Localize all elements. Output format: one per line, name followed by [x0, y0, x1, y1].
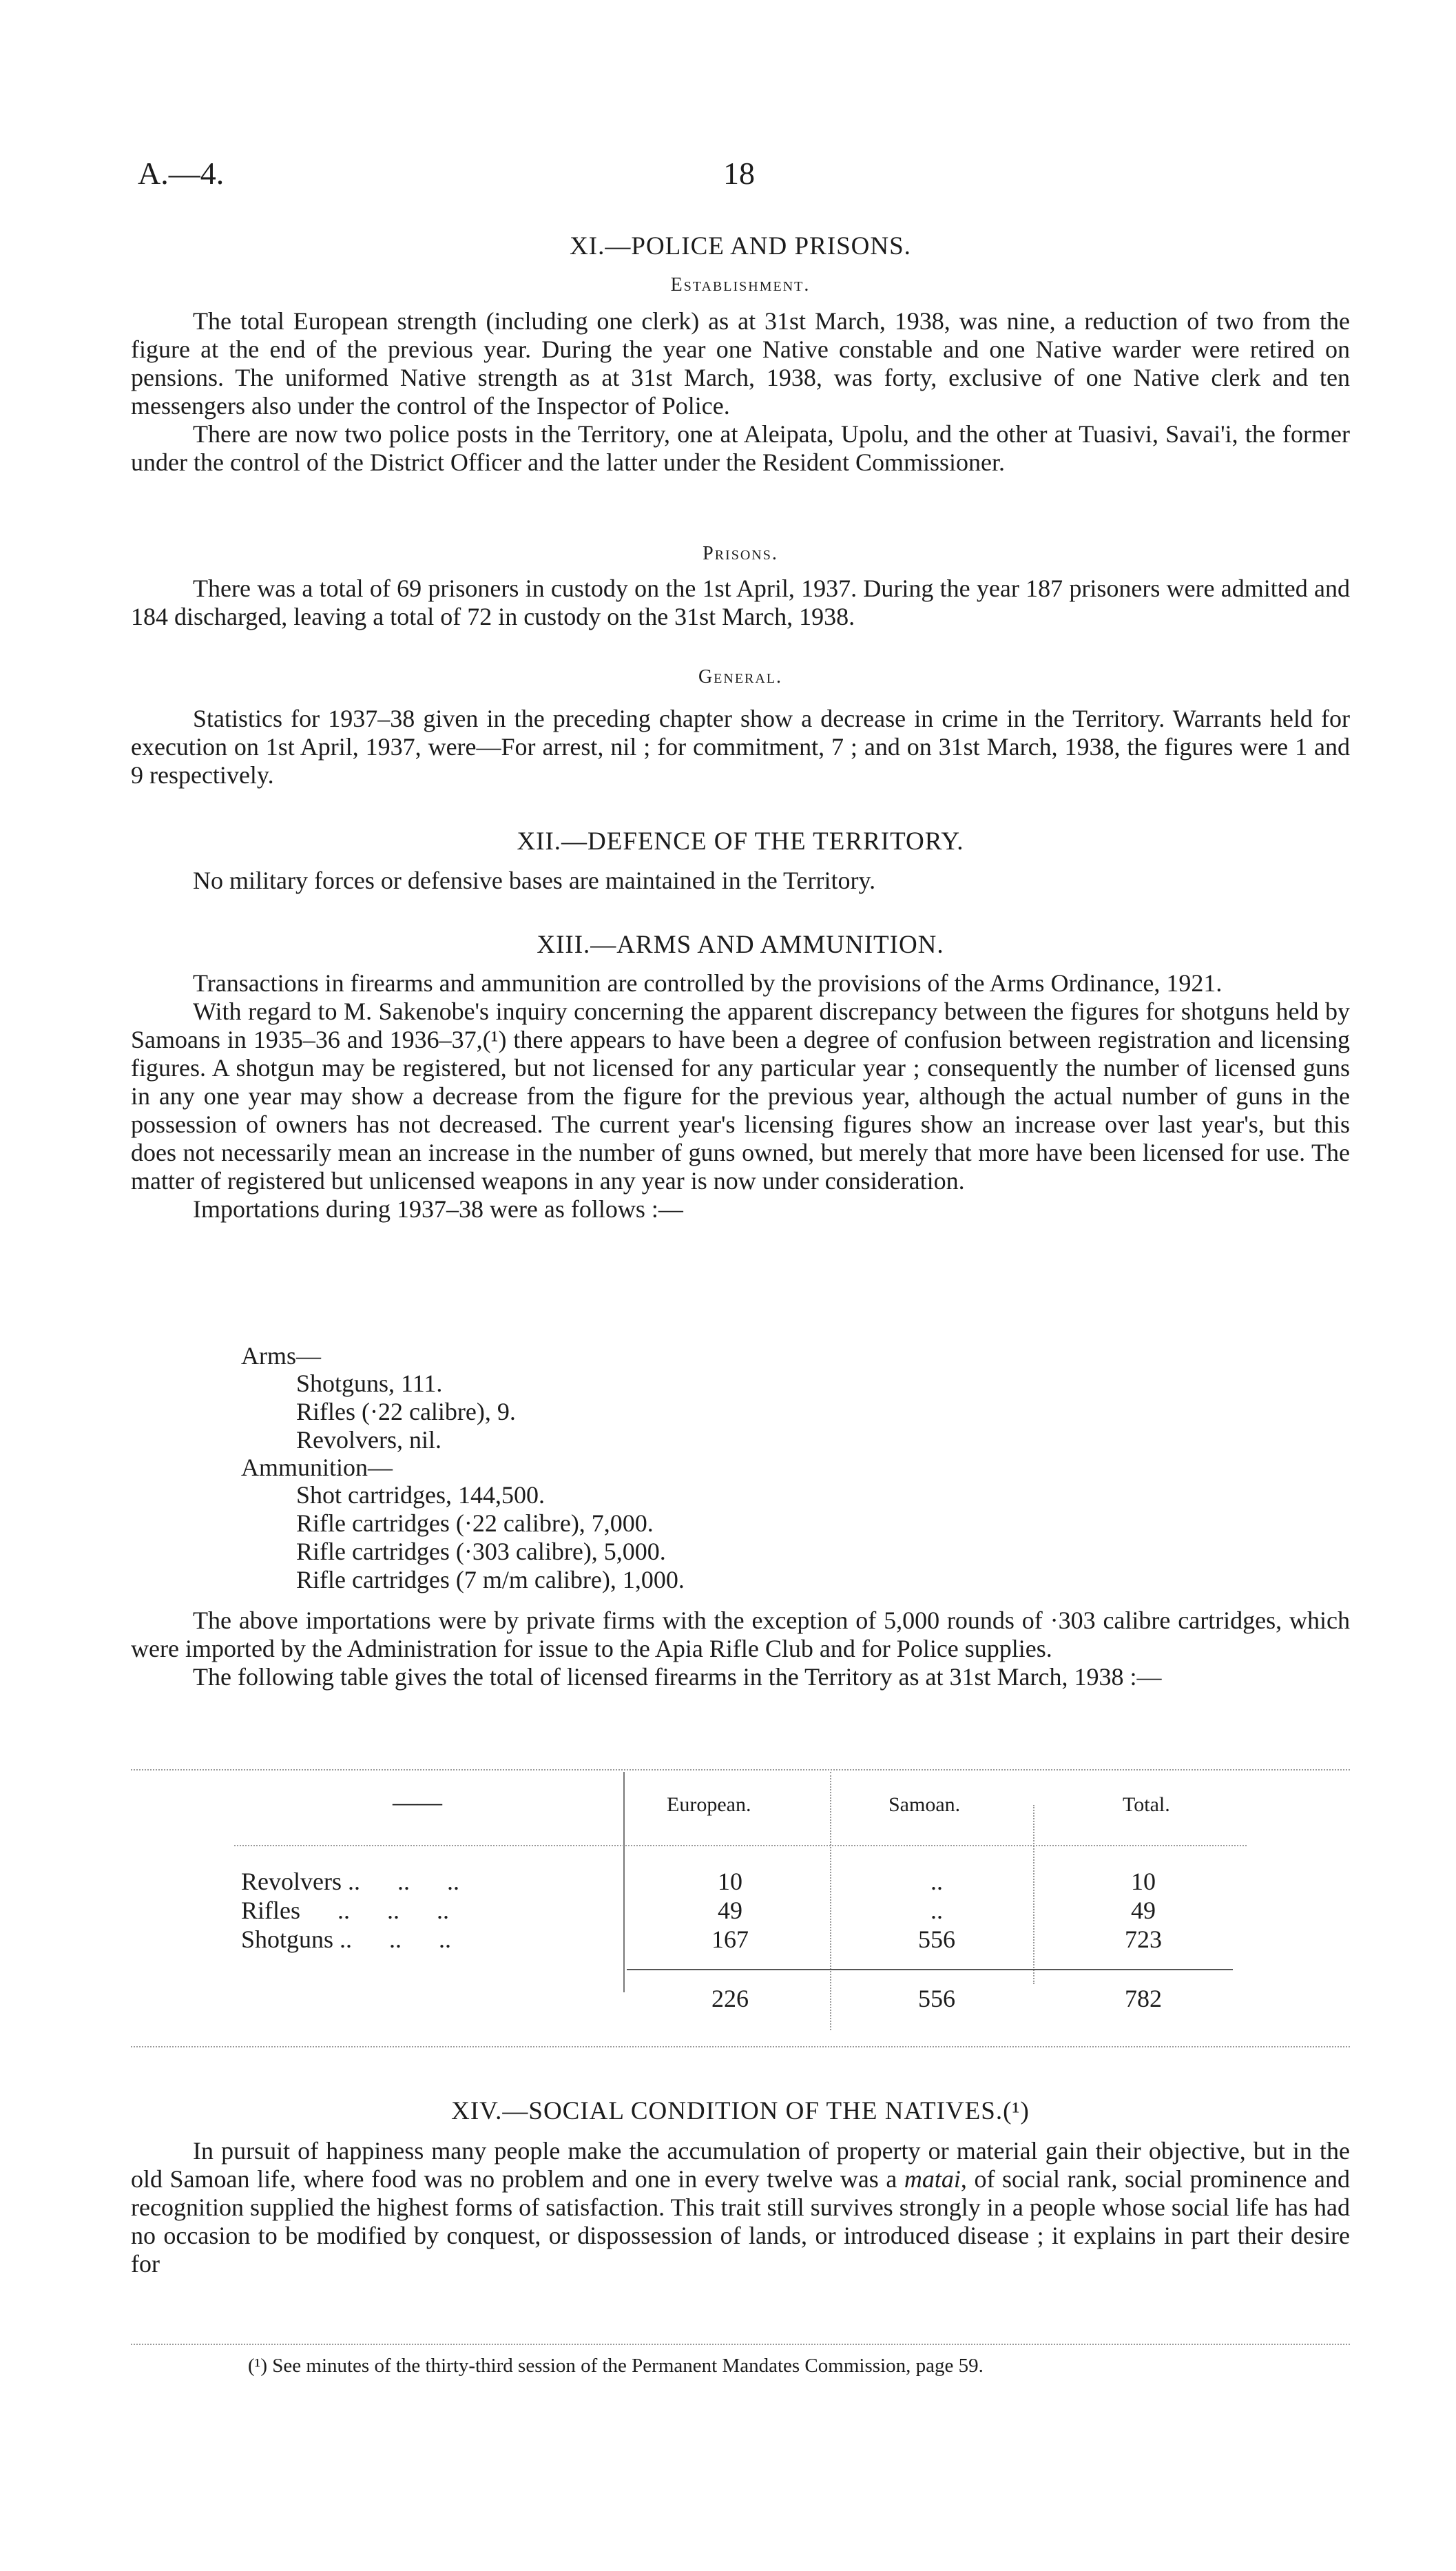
general-subheading: General.	[698, 666, 783, 688]
col-header-samoan: Samoan.	[888, 1793, 961, 1816]
table-corner: ——	[393, 1788, 442, 1816]
arms-label: Arms—	[241, 1342, 321, 1370]
prisons-paragraph: There was a total of 69 prisoners in custody on the 1st April, 1937. During the year 187 prisoners were admitted and 184 discharged, leaving a total of 72 in custody on the 31st March, 1938.	[131, 575, 1350, 630]
section-xi-body-1	[131, 307, 1350, 477]
footnote: (¹) See minutes of the thirty-third session of the Permanent Mandates Commission, page 59.	[248, 2355, 984, 2377]
cell-total: 723	[1125, 1925, 1162, 1953]
arms-list	[296, 1370, 516, 1454]
list-item: Revolvers, nil.	[296, 1426, 441, 1454]
table-bottom-rule	[131, 2046, 1350, 2047]
list-item: Rifle cartridges (·303 calibre), 5,000.	[296, 1538, 666, 1565]
row-label: Rifles .. .. ..	[241, 1897, 449, 1924]
cell-total: 10	[1131, 1868, 1156, 1895]
table-divider	[623, 1772, 625, 1992]
cell-european: 49	[718, 1897, 742, 1924]
section-xi-title: XI.—POLICE AND PRISONS.	[570, 232, 911, 260]
importations-note-paragraph: The above importations were by private firms with the exception of 5,000 rounds of ·303 calibre cartridges, which were imported by the Administration for issue to the Apia Rifle Club and for Police supplies.	[131, 1607, 1350, 1662]
page-identifier: A.—4.	[138, 156, 225, 191]
page-number: 18	[723, 156, 755, 191]
total-european: 226	[711, 1985, 749, 2012]
list-item: Rifle cartridges (7 m/m calibre), 1,000.	[296, 1566, 685, 1593]
ammunition-label: Ammunition—	[241, 1454, 393, 1481]
section-xi-body-2	[131, 575, 1350, 631]
section-xiv-body	[131, 2137, 1350, 2278]
section-xiii-body	[131, 969, 1350, 1223]
cell-samoan: 556	[918, 1925, 955, 1953]
social-condition-paragraph: In pursuit of happiness many people make the accumulation of property or material gain their objective, but in the old Samoan life, where food was no problem and one in every twelve was a matai, of social rank, social prominence and recognition supplied the highest forms of satisfaction. This trait still survives strongly in a people whose social life has had no occasion to be modified by conquest, or dispossession of lands, or introduced disease ; it explains in part their desire for	[131, 2137, 1350, 2278]
section-xiv-title: XIV.—SOCIAL CONDITION OF THE NATIVES.(¹)	[451, 2097, 1030, 2125]
cell-samoan: ..	[930, 1868, 943, 1895]
section-xii-body	[131, 867, 1350, 895]
col-header-total: Total.	[1123, 1793, 1170, 1816]
col-header-european: European.	[667, 1793, 751, 1816]
ammunition-list	[296, 1481, 685, 1594]
ordinance-paragraph: Transactions in firearms and ammunition are controlled by the provisions of the Arms Ordinance, 1921.	[193, 969, 1223, 997]
establishment-paragraph: The total European strength (including one clerk) as at 31st March, 1938, was nine, a reduction of two from the figure at the end of the previous year. During the year one Native constable and one Native warder were retired on pensions. The uniformed Native strength as at 31st March, 1938, was forty, exclusive of one Native clerk and ten messengers also under the control of the Inspector of Police.	[131, 307, 1350, 420]
list-item: Shotguns, 111.	[296, 1370, 443, 1397]
cell-european: 10	[718, 1868, 742, 1895]
row-label: Shotguns .. .. ..	[241, 1925, 452, 1953]
list-item: Rifle cartridges (·22 calibre), 7,000.	[296, 1509, 654, 1537]
table-header-rule	[234, 1845, 1247, 1846]
cell-european: 167	[711, 1925, 749, 1953]
police-posts-paragraph: There are now two police posts in the Territory, one at Aleipata, Upolu, and the other at Tuasivi, Savai'i, the former under the control of the District Officer and the latter under the Resident Commissioner.	[131, 420, 1350, 476]
section-xi-body-3	[131, 705, 1350, 789]
cell-samoan: ..	[930, 1897, 943, 1924]
table-divider	[830, 1772, 831, 2030]
table-top-rule	[131, 1769, 1350, 1770]
footnote-rule	[131, 2344, 1350, 2345]
section-xiii-body-2	[131, 1607, 1350, 1691]
matai-term: matai	[904, 2165, 961, 2193]
table-intro-paragraph: The following table gives the total of licensed firearms in the Territory as at 31st March, 1938 :—	[193, 1663, 1162, 1691]
general-paragraph: Statistics for 1937–38 given in the preceding chapter show a decrease in crime in the Territory. Warrants held for execution on 1st April, 1937, were—For arrest, nil ; for commitment, 7 ; and on 31st March, 1938, the figures were 1 and 9 respectively.	[131, 705, 1350, 789]
totals-rule	[627, 1969, 1233, 1970]
total-samoan: 556	[918, 1985, 955, 2012]
establishment-subheading: Establishment.	[670, 274, 811, 296]
defence-paragraph: No military forces or defensive bases are maintained in the Territory.	[193, 867, 876, 894]
table-divider	[1033, 1805, 1034, 1984]
cell-total: 49	[1131, 1897, 1156, 1924]
prisons-subheading: Prisons.	[703, 543, 778, 564]
total-total: 782	[1125, 1985, 1162, 2012]
section-xiii-title: XIII.—ARMS AND AMMUNITION.	[537, 931, 944, 959]
row-label: Revolvers .. .. ..	[241, 1868, 459, 1895]
list-item: Shot cartridges, 144,500.	[296, 1481, 545, 1509]
importations-intro: Importations during 1937–38 were as follows :—	[193, 1195, 683, 1223]
sakenobe-paragraph: With regard to M. Sakenobe's inquiry concerning the apparent discrepancy between the figures for shotguns held by Samoans in 1935–36 and 1936–37,(¹) there appears to have been a degree of confusion between registration and licensing figures. A shotgun may be registered, but not licensed for any particular year ; consequently the number of licensed guns in any one year may show a decrease from the figure for the previous year, although the actual number of guns in the possession of owners has not decreased. The current year's licensing figures show an increase over last year's, but this does not necessarily mean an increase in the number of guns owned, but merely that more have been licensed for use. The matter of registered but unlicensed weapons in any year is now under consideration.	[131, 998, 1350, 1195]
section-xii-title: XII.—DEFENCE OF THE TERRITORY.	[517, 827, 964, 856]
list-item: Rifles (·22 calibre), 9.	[296, 1398, 516, 1425]
